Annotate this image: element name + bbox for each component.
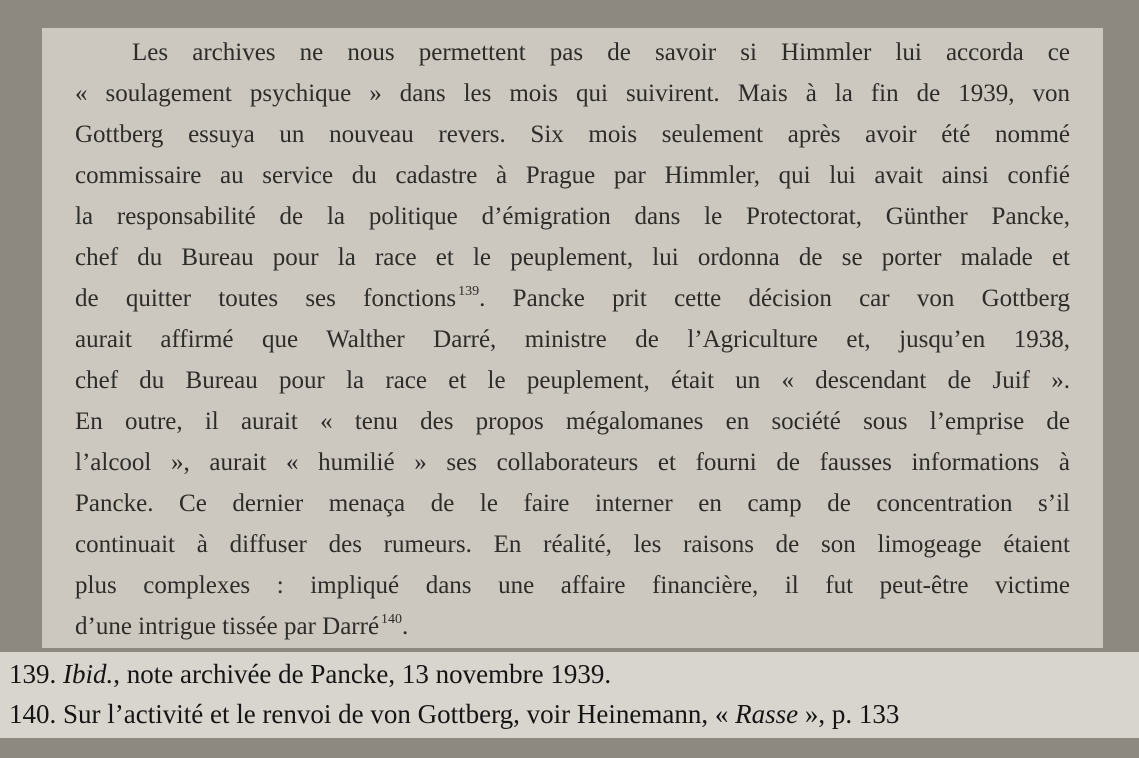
text-line (75, 606, 1070, 647)
text-line: « soulagement psychique » dans les mois qui suivirent. Mais à la fin de 1939, von (75, 80, 1070, 107)
text-line: chef du Bureau pour la race et le peuplement, était un « descendant de Juif ». (75, 367, 1070, 394)
footnote-text: Sur l’activité et le renvoi de von Gottberg, voir Heinemann, « (63, 699, 736, 729)
text-segment: . Pancke prit cette décision car von Gottberg (479, 285, 1070, 312)
text-line: continuait à diffuser des rumeurs. En réalité, les raisons de son limogeage étaient (75, 531, 1070, 558)
text-line: l’alcool », aurait « humilié » ses collaborateurs et fourni de fausses informations à (75, 449, 1070, 476)
text-line (75, 278, 1070, 319)
text-line: aurait affirmé que Walther Darré, ministre de l’Agriculture et, jusqu’en 1938, (75, 326, 1070, 353)
text-line: la responsabilité de la politique d’émigration dans le Protectorat, Günther Pancke, (75, 203, 1070, 230)
text-segment: d’une intrigue tissée par Darré (75, 613, 380, 640)
footnotes (0, 652, 1139, 738)
footnote-title: Rasse (735, 699, 799, 729)
footnote-139 (9, 654, 611, 694)
footnote-ibid: Ibid. (63, 659, 114, 689)
footnote-text: , note archivée de Pancke, 13 novembre 1939. (113, 659, 612, 689)
text-line: Gottberg essuya un nouveau revers. Six mois seulement après avoir été nommé (75, 121, 1070, 148)
text-line: plus complexes : impliqué dans une affaire financière, il fut peut-être victime (75, 572, 1070, 599)
book-page (42, 28, 1103, 648)
text-segment: de quitter toutes ses fonctions (75, 285, 457, 312)
footnote-number: 139. (9, 659, 57, 689)
footnote-ref-139: 139 (458, 284, 480, 299)
footnote-ref-140: 140 (381, 612, 403, 627)
text-line: commissaire au service du cadastre à Prague par Himmler, qui lui avait ainsi confié (75, 162, 1070, 189)
text-line: Pancke. Ce dernier menaça de le faire interner en camp de concentration s’il (75, 490, 1070, 517)
text-line: chef du Bureau pour la race et le peuplement, lui ordonna de se porter malade et (75, 244, 1070, 271)
text-segment: . (402, 613, 409, 640)
text-line: Les archives ne nous permettent pas de savoir si Himmler lui accorda ce (132, 39, 1070, 66)
footnote-text: », p. 133 (798, 699, 900, 729)
footnote-140 (9, 694, 899, 734)
footnote-number: 140. (9, 699, 57, 729)
text-line: En outre, il aurait « tenu des propos mégalomanes en société sous l’emprise de (75, 408, 1070, 435)
